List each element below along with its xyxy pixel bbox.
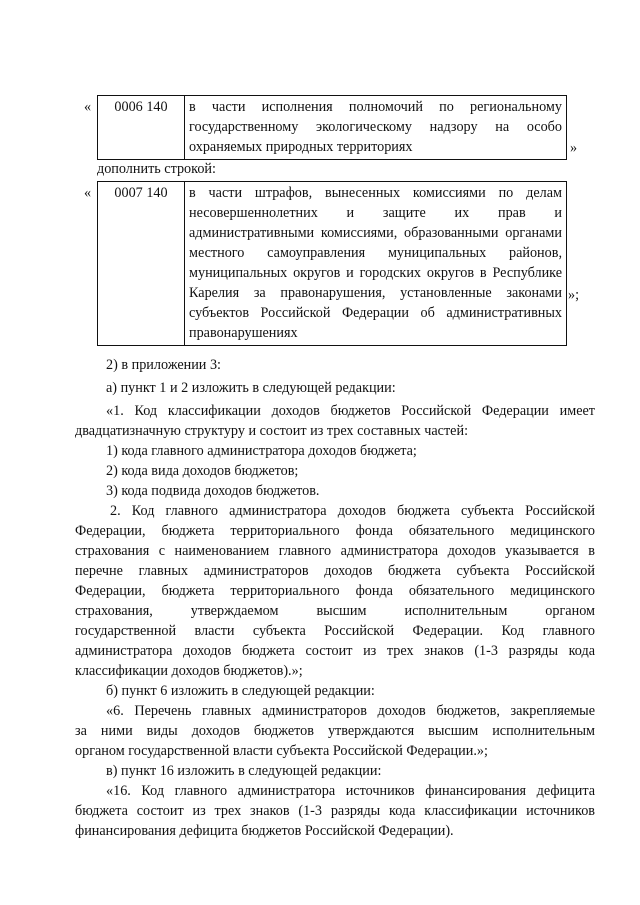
classification-code: 0007 140 <box>98 182 185 346</box>
paragraph-line: финансирования дефицита бюджетов Российской Федерации). <box>75 823 454 839</box>
paragraph-line: органом государственной власти субъекта Российской Федерации.»; <box>75 743 488 759</box>
paragraph-line: 2. Код главного администратора доходов бюджета субъекта Российской <box>110 503 595 519</box>
paragraph-line: двадцатизначную структуру и состоит из трех составных частей: <box>75 423 469 439</box>
add-row-instruction: дополнить строкой: <box>97 161 216 177</box>
paragraph-line: перечне главных администраторов доходов бюджета субъекта Российской <box>75 563 595 579</box>
paragraph-line: страхования, утверждаемом высшим исполнительным органом <box>75 603 595 619</box>
paragraph-line: а) пункт 1 и 2 изложить в следующей редакции: <box>106 380 396 396</box>
paragraph-line: государственной власти субъекта Российской Федерации. Код главного <box>75 623 595 639</box>
table-row <box>98 182 567 346</box>
paragraph-line: 3) кода подвида доходов бюджетов. <box>106 483 320 499</box>
paragraph-line: бюджета состоит из трех знаков (1-3 разряды кода классификации источников <box>75 803 595 819</box>
paragraph-line: Федерации, бюджета территориального фонда обязательного медицинского <box>75 583 595 599</box>
paragraph-line: в) пункт 16 изложить в следующей редакции: <box>106 763 382 779</box>
close-quote: »; <box>568 287 580 303</box>
paragraph-line: 2) кода вида доходов бюджетов; <box>106 463 299 479</box>
paragraph-line: Федерации, бюджета территориального фонда обязательного медицинского <box>75 523 595 539</box>
paragraph-line: б) пункт 6 изложить в следующей редакции: <box>106 683 375 699</box>
code-description: в части исполнения полномочий по региональному государственному экологическому надзору на особо охраняемых природных территориях <box>185 96 567 160</box>
paragraph-line: «6. Перечень главных администраторов доходов бюджетов, закрепляемые <box>106 703 595 719</box>
code-description: в части штрафов, вынесенных комиссиями по делам несовершеннолетних и защите их прав и административными комиссиями, образованными органами местного самоуправления муниципальных районов, муниципальных округов и городских округов в Республике Карелия за правонарушения, установленные законами субъектов Российской Федерации об административных правонарушениях <box>185 182 567 346</box>
paragraph-line: 2) в приложении 3: <box>106 357 221 373</box>
paragraph-line: 1) кода главного администратора доходов бюджета; <box>106 443 417 459</box>
table-row <box>98 96 567 160</box>
paragraph-line: страхования с наименованием главного администратора доходов указывается в <box>75 543 595 559</box>
paragraph-line: администратора доходов бюджета состоит из трех знаков (1-3 разряды кода <box>75 643 595 659</box>
code-table-2 <box>97 181 567 346</box>
open-quote: « <box>84 185 92 201</box>
code-table-1 <box>97 95 567 160</box>
classification-code: 0006 140 <box>98 96 185 160</box>
paragraph-line: «1. Код классификации доходов бюджетов Российской Федерации имеет <box>106 403 595 419</box>
paragraph-line: классификации доходов бюджетов).»; <box>75 663 303 679</box>
paragraph-line: «16. Код главного администратора источников финансирования дефицита <box>106 783 595 799</box>
paragraph-line: за ними виды доходов бюджетов утверждаются высшим исполнительным <box>75 723 595 739</box>
open-quote: « <box>84 99 92 115</box>
close-quote: » <box>570 140 578 156</box>
